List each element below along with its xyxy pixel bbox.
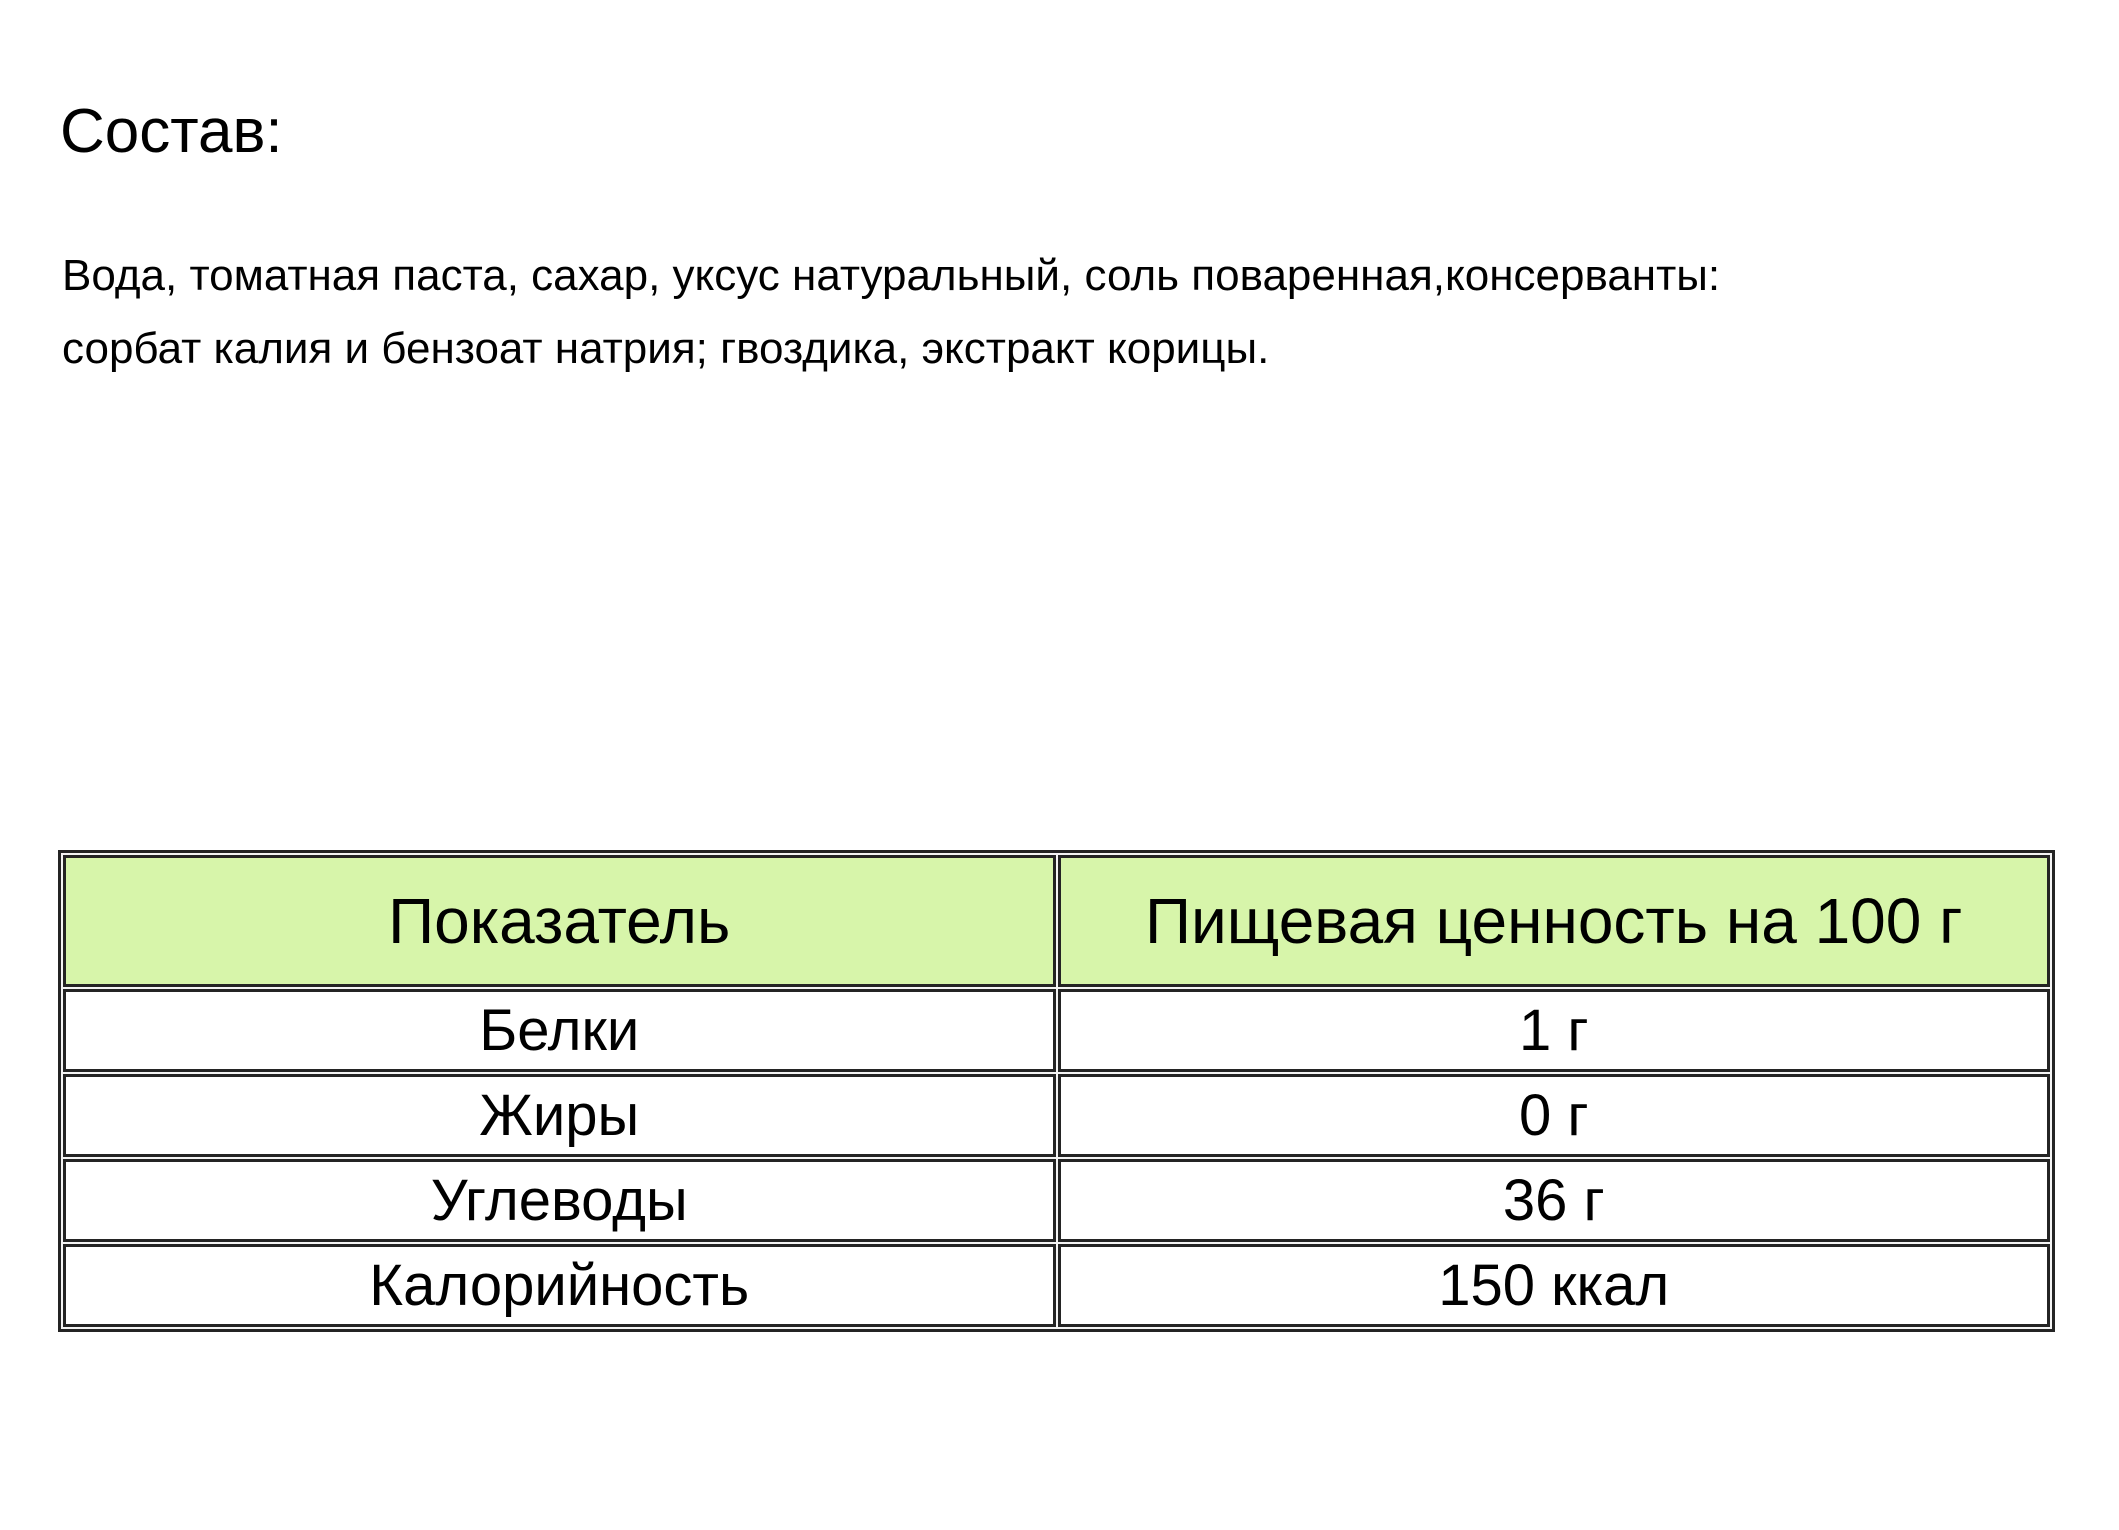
- column-header-indicator: Показатель: [63, 855, 1056, 987]
- row-label-cell: Жиры: [63, 1074, 1056, 1157]
- nutrition-table-body: [63, 989, 2050, 1327]
- nutrition-table: [58, 850, 2055, 1332]
- ingredients-paragraph: Вода, томатная паста, сахар, уксус натуральный, соль поваренная,консерванты: сорбат калия и бензоат натрия; гвоздика, экстракт корицы.: [62, 251, 1721, 373]
- row-value-cell: 36 г: [1058, 1159, 2051, 1242]
- page-title: Состав:: [60, 97, 283, 166]
- nutrition-table-header: [63, 855, 2050, 987]
- table-row: [63, 1244, 2050, 1327]
- row-label-cell: Калорийность: [63, 1244, 1056, 1327]
- table-row: [63, 989, 2050, 1072]
- row-value-cell: 0 г: [1058, 1074, 2051, 1157]
- row-value-cell: 150 ккал: [1058, 1244, 2051, 1327]
- row-value-cell: 1 г: [1058, 989, 2051, 1072]
- table-row: [63, 1159, 2050, 1242]
- table-row: [63, 1074, 2050, 1157]
- table-header-row: [63, 855, 2050, 987]
- row-label-cell: Углеводы: [63, 1159, 1056, 1242]
- column-header-nutrition-value: Пищевая ценность на 100 г: [1058, 855, 2051, 987]
- row-label-cell: Белки: [63, 989, 1056, 1072]
